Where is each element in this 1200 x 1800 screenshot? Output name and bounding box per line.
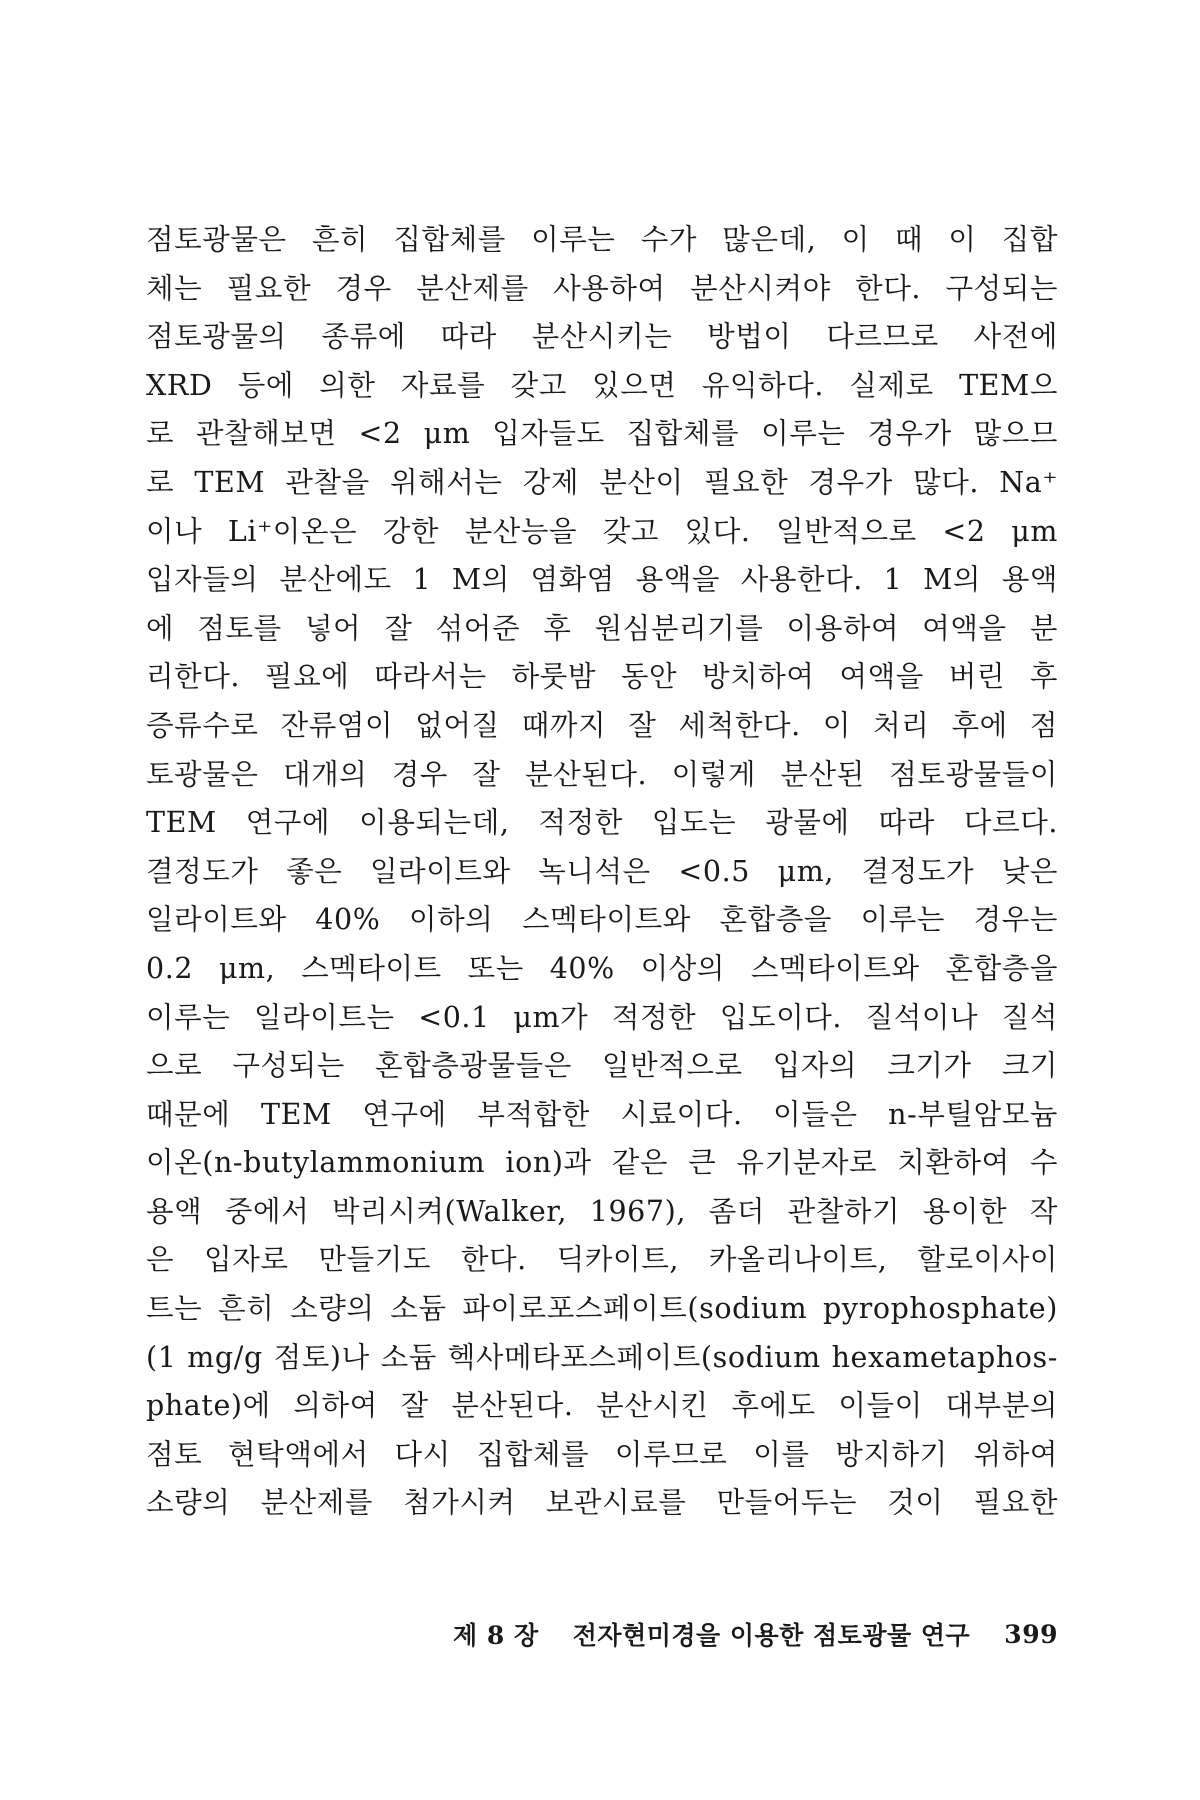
body-line: 결정도가 좋은 일라이트와 녹니석은 <0.5 μm, 결정도가 낮은 (146, 854, 1058, 888)
body-line: 트는 흔히 소량의 소듐 파이로포스페이트(sodium pyrophosphate) (146, 1292, 1058, 1326)
body-line: (1 mg/g 점토)나 소듐 헥사메타포스페이트(sodium hexametaphos- (146, 1340, 1058, 1374)
body-line: phate)에 의하여 잘 분산된다. 분산시킨 후에도 이들이 대부분의 (146, 1389, 1058, 1423)
body-text (146, 216, 1058, 1528)
body-line: 점토광물은 흔히 집합체를 이루는 수가 많은데, 이 때 이 집합 (146, 223, 1058, 256)
body-line: 체는 필요한 경우 분산제를 사용하여 분산시켜야 한다. 구성되는 (146, 271, 1058, 305)
page-number: 399 (1004, 1619, 1058, 1649)
body-line: XRD 등에 의한 자료를 갖고 있으면 유익하다. 실제로 TEM으 (146, 368, 1058, 402)
chapter-title: 전자현미경을 이용한 점토광물 연구 (572, 1621, 971, 1650)
body-line: 때문에 TEM 연구에 부적합한 시료이다. 이들은 n-부틸암모늄 (146, 1097, 1058, 1131)
body-line: 토광물은 대개의 경우 잘 분산된다. 이렇게 분산된 점토광물들이 (146, 757, 1058, 791)
body-line: 에 점토를 넣어 잘 섞어준 후 원심분리기를 이용하여 여액을 분 (146, 611, 1058, 645)
body-line: 이루는 일라이트는 <0.1 μm가 적정한 입도이다. 질석이나 질석 (146, 1000, 1058, 1034)
body-line: 일라이트와 40% 이하의 스멕타이트와 혼합층을 이루는 경우는 (146, 903, 1058, 937)
body-line: TEM 연구에 이용되는데, 적정한 입도는 광물에 따라 다르다. (146, 806, 1058, 840)
body-line: 이나 Li⁺이온은 강한 분산능을 갖고 있다. 일반적으로 <2 μm (146, 514, 1058, 548)
body-line: 로 관찰해보면 <2 μm 입자들도 집합체를 이루는 경우가 많으므 (146, 417, 1058, 451)
body-line: 로 TEM 관찰을 위해서는 강제 분산이 필요한 경우가 많다. Na⁺ (146, 465, 1058, 499)
body-line: 증류수로 잔류염이 없어질 때까지 잘 세척한다. 이 처리 후에 점 (146, 708, 1058, 742)
body-line: 리한다. 필요에 따라서는 하룻밤 동안 방치하여 여액을 버린 후 (146, 660, 1058, 694)
body-line: 이온(n-butylammonium ion)과 같은 큰 유기분자로 치환하여 수 (146, 1146, 1058, 1180)
body-line: 용액 중에서 박리시켜(Walker, 1967), 좀더 관찰하기 용이한 작 (146, 1194, 1058, 1228)
body-line: 은 입자로 만들기도 한다. 딕카이트, 카올리나이트, 할로이사이 (146, 1243, 1058, 1277)
body-line: 0.2 μm, 스멕타이트 또는 40% 이상의 스멕타이트와 혼합층을 (146, 951, 1058, 985)
body-line: 소량의 분산제를 첨가시켜 보관시료를 만들어두는 것이 필요한 (146, 1486, 1058, 1520)
body-line: 점토광물의 종류에 따라 분산시키는 방법이 다르므로 사전에 (146, 320, 1058, 354)
body-line: 으로 구성되는 혼합층광물들은 일반적으로 입자의 크기가 크기 (146, 1049, 1058, 1083)
body-line: 점토 현탁액에서 다시 집합체를 이루므로 이를 방지하기 위하여 (146, 1437, 1058, 1471)
chapter-label: 제 8 장 (453, 1621, 539, 1650)
body-line: 입자들의 분산에도 1 M의 염화염 용액을 사용한다. 1 M의 용액 (146, 563, 1058, 597)
page-footer (453, 1614, 1058, 1654)
